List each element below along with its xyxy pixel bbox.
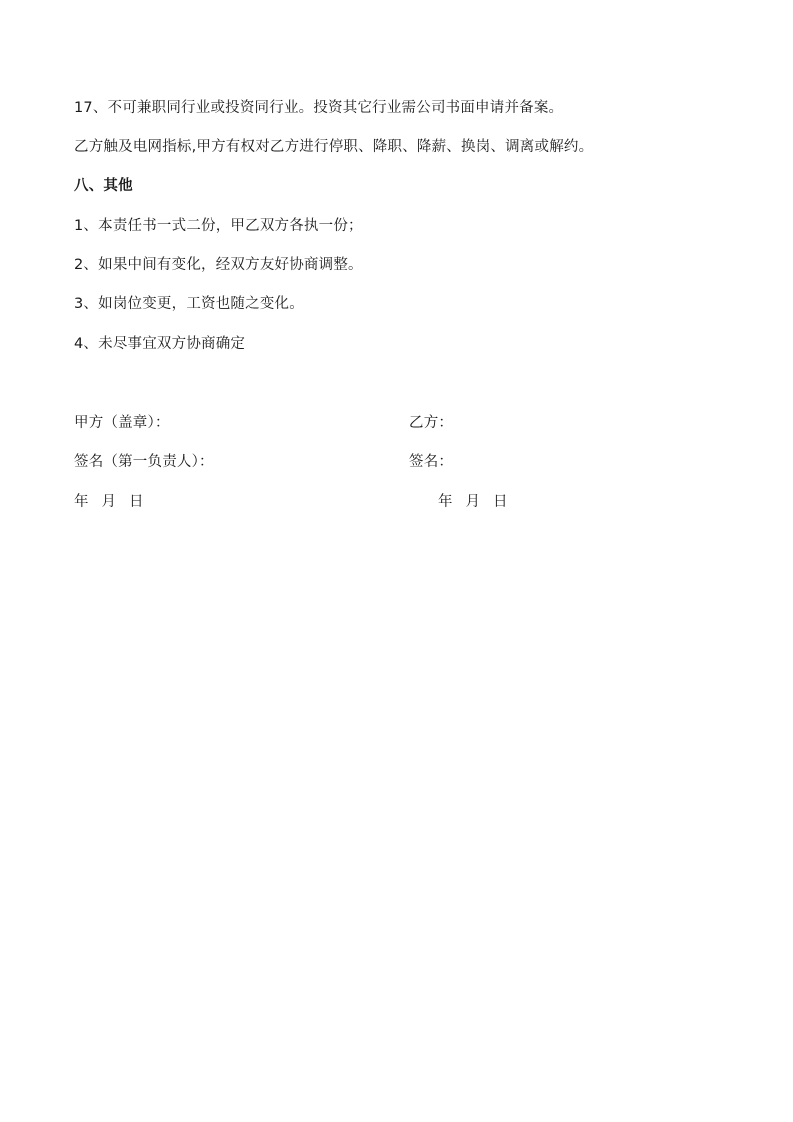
- section-8-item-3: 3、如岗位变更，工资也随之变化。: [74, 296, 304, 312]
- penalty-note: 乙方触及电网指标,甲方有权对乙方进行停职、降职、降薪、换岗、调离或解约。: [74, 139, 594, 155]
- section-8-heading: 八、其他: [74, 178, 133, 194]
- section-8-item-2: 2、如果中间有变化，经双方友好协商调整。: [74, 257, 363, 273]
- clause-17: 17、不可兼职同行业或投资同行业。投资其它行业需公司书面申请并备案。: [74, 100, 564, 116]
- party-a-date-line: [74, 492, 152, 512]
- party-a-date-year: 年: [74, 494, 89, 510]
- party-b-seal-label: 乙方：: [409, 415, 454, 431]
- section-8-item-4: 4、未尽事宜双方协商确定: [74, 336, 246, 352]
- party-b-date-year: 年: [438, 494, 453, 510]
- party-a-signer-label: 签名（第一负责人）：: [74, 454, 214, 470]
- party-a-date-day: 日: [129, 494, 144, 510]
- party-b-signer-label: 签名：: [409, 454, 454, 470]
- party-b-date-day: 日: [493, 494, 508, 510]
- party-b-date-month: 月: [465, 494, 481, 510]
- section-8-item-1: 1、本责任书一式二份，甲乙双方各执一份；: [74, 218, 363, 234]
- party-a-seal-label: 甲方（盖章）：: [74, 415, 170, 431]
- party-b-date-line: [438, 492, 516, 512]
- party-a-date-month: 月: [101, 494, 117, 510]
